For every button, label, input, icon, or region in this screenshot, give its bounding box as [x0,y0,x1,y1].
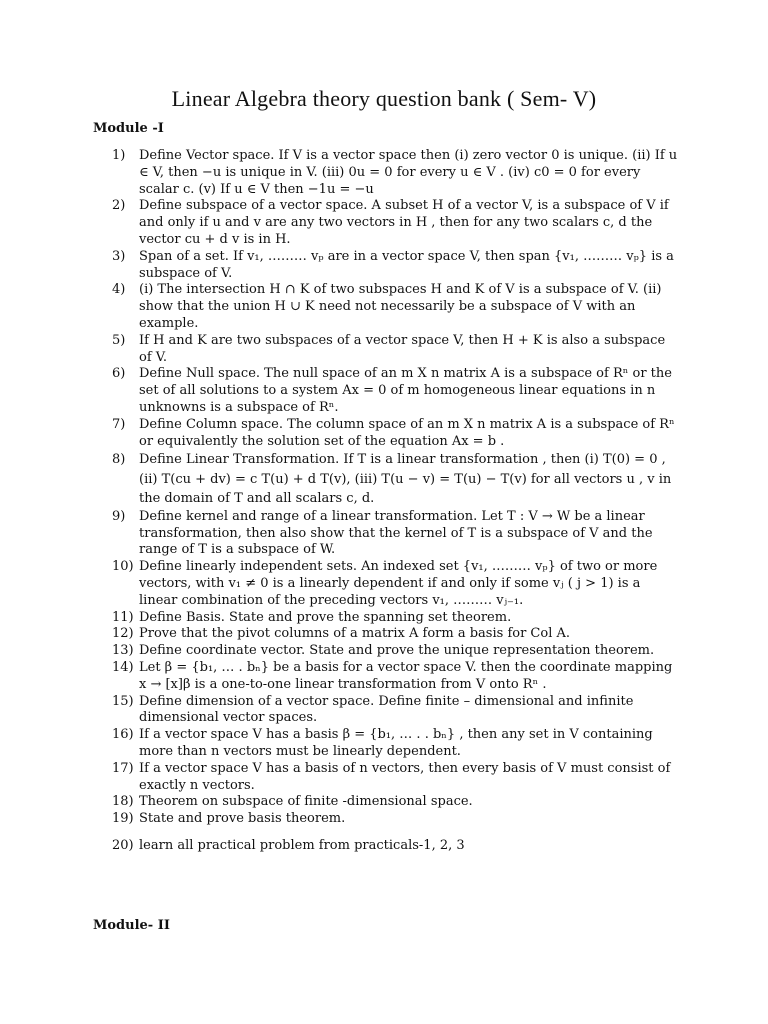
question-item [112,282,678,332]
question-number: 2) [112,198,126,214]
question-item [112,643,678,660]
question-text: Span of a set. If v₁, ……… vₚ are in a vector space V, then span {v₁, ……… vₚ} is a subspace of V. [139,248,674,281]
question-text: If a vector space V has a basis β = {b₁, … . . bₙ} , then any set in V containing more than n vectors must be linearly dependent. [139,727,653,759]
question-item [112,450,678,509]
question-item [112,794,678,811]
question-text: If H and K are two subspaces of a vector space V, then H + K is also a subspace of V. [139,332,666,365]
question-text: Define Vector space. If V is a vector space then (i) zero vector 0 is unique. (ii) If u ∈ V, then −u is unique in V. (iii) 0u = 0 for every u ∈ V . (iv) c0 = 0 for every scalar c. (v) If u ∈ V then −1u = −u [139,148,678,197]
question-number: 20) [112,837,134,853]
question-text: Define Column space. The column space of an m X n matrix A is a subspace of Rⁿ or equivalently the solution set of the equation Ax = b . [139,416,675,449]
question-text: Define subspace of a vector space. A subset H of a vector V, is a subspace of V if and only if u and v are any two vectors in H , then for any two scalars c, d the vector cu + d v is in H. [139,198,669,247]
question-number: 11) [112,609,134,625]
question-number: 3) [112,248,126,264]
question-item [112,727,678,761]
question-item [112,626,678,643]
question-number: 16) [112,727,134,743]
page-title: Linear Algebra theory question bank ( Sem- V) [171,86,597,111]
question-text: Define Basis. State and prove the spanning set theorem. [139,609,512,625]
question-number: 8) [112,452,126,468]
question-number: 4) [112,282,126,298]
question-number: 1) [112,148,126,163]
question-text: If a vector space V has a basis of n vectors, then every basis of V must consist of exactly n vectors. [139,760,671,793]
question-text: Theorem on subspace of finite -dimensional space. [139,794,473,810]
question-text: (i) The intersection H ∩ K of two subspaces H and K of V is a subspace of V. (ii) show that the union H ∪ K need not necessarily be a subspace of V with an example. [139,282,662,331]
question-text: Define dimension of a vector space. Define finite – dimensional and infinite dimensional vector spaces. [139,693,634,726]
question-number: 5) [112,332,126,348]
question-number: 7) [112,416,126,432]
question-number: 17) [112,760,134,776]
question-number: 18) [112,794,134,810]
question-number: 15) [112,693,134,709]
question-text: Define kernel and range of a linear transformation. Let T : V → W be a linear transformation, then also show that the kernel of T is a subspace of V and the range of T is a subspace of W. [139,508,653,558]
question-item [112,148,678,198]
question-text: Let β = {b₁, … . bₙ} be a basis for a vector space V. then the coordinate mapping x → [x]β is a one-to-one linear transformation from V onto Rⁿ . [139,660,673,692]
question-item [112,509,678,559]
question-list [112,148,678,855]
question-number: 14) [112,660,134,676]
question-item [112,694,678,728]
question-item [112,660,678,694]
question-text: Define Linear Transformation. If T is a linear transformation , then (i) T(0) = 0 , (ii) T(cu + dv) = c T(u) + d T(v), (iii) T(u − v) = T(u) − T(v) for all vectors u , v in the domain of T and all scalars c, d. [139,452,672,507]
question-item [112,838,678,855]
question-item [112,417,678,451]
question-item [112,198,678,248]
question-text: Define Null space. The null space of an m X n matrix A is a subspace of Rⁿ or the set of all solutions to a system Ax = 0 of m homogeneous linear equations in n unknowns is a subspace of Rⁿ. [139,366,672,415]
module-1-heading: Module -I [93,121,164,136]
question-text: State and prove basis theorem. [139,811,346,827]
question-item [112,333,678,367]
question-item [112,366,678,416]
question-number: 9) [112,508,126,524]
question-item [112,249,678,283]
question-item [112,811,678,828]
question-number: 19) [112,811,134,827]
question-item [112,559,678,609]
question-number: 10) [112,559,134,575]
question-text: Prove that the pivot columns of a matrix A form a basis for Col A. [139,626,571,642]
question-number: 13) [112,643,134,659]
question-item [112,610,678,627]
question-number: 6) [112,366,126,382]
question-text: Define linearly independent sets. An indexed set {v₁, ……… vₚ} of two or more vectors, with v₁ ≠ 0 is a linearly dependent if and only if some vⱼ ( j > 1) is a linear combination of the preceding vectors v₁, ……… vⱼ₋₁. [139,559,658,608]
question-item [112,761,678,795]
question-text: learn all practical problem from practicals-1, 2, 3 [139,837,465,853]
module-2-heading: Module- II [93,918,170,933]
question-number: 12) [112,626,134,642]
question-text: Define coordinate vector. State and prove the unique representation theorem. [139,643,655,659]
